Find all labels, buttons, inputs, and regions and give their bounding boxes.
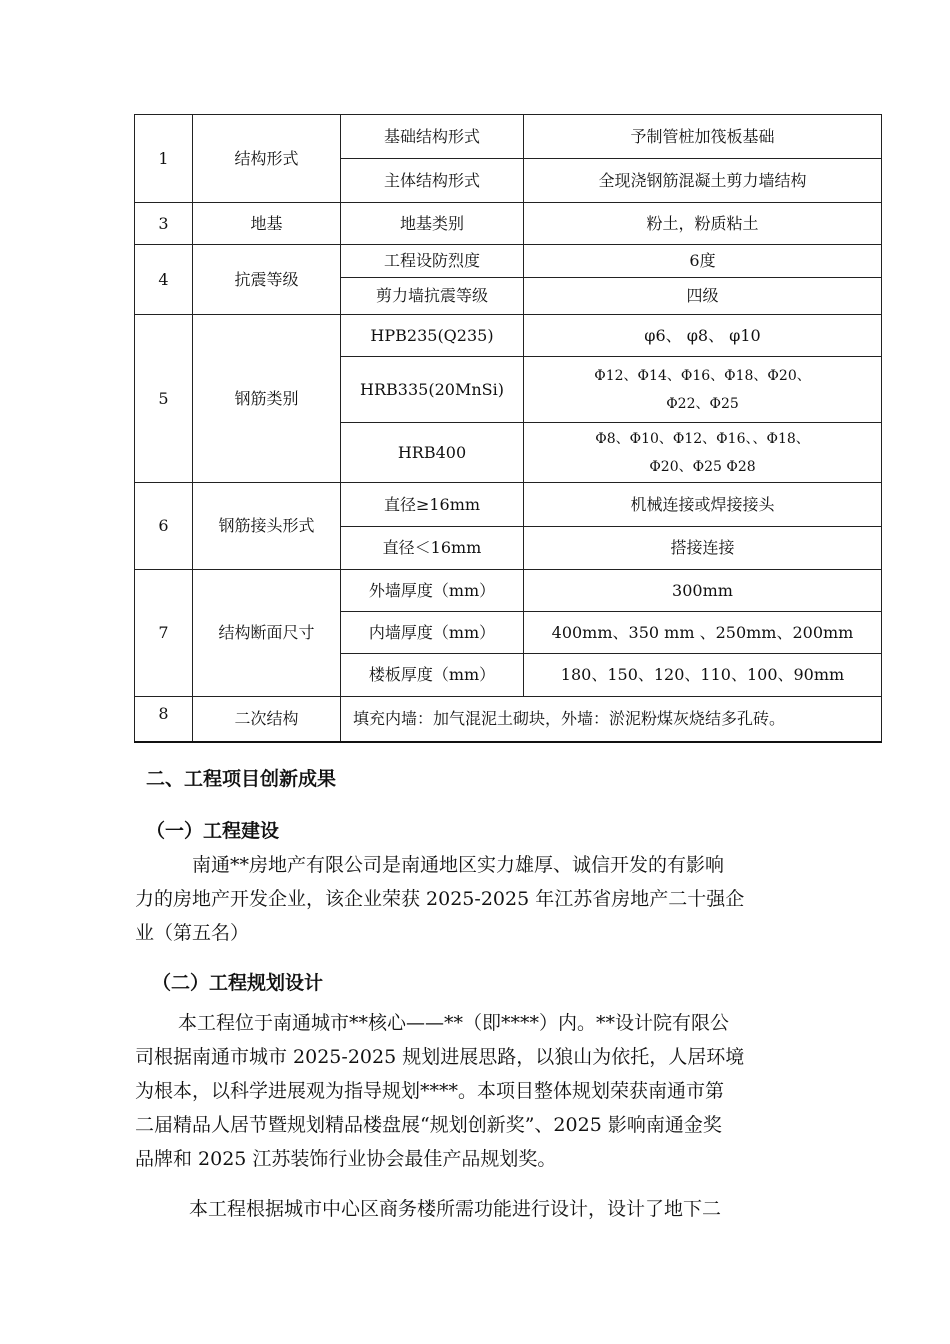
- row-value: 400mm、350 mm 、250mm、200mm: [524, 612, 882, 654]
- paragraph-line: 二届精品人居节暨规划精品楼盘展“规划创新奖”、2025 影响南通金奖: [135, 1114, 722, 1136]
- row-value: 四级: [524, 278, 882, 315]
- row-value: 6度: [524, 245, 882, 278]
- row-item: 直径＜16mm: [341, 527, 524, 570]
- value-line: Φ22、Φ25: [666, 395, 739, 412]
- table-row: [135, 203, 882, 245]
- row-value: 机械连接或焊接接头: [524, 483, 882, 527]
- row-value: [524, 357, 882, 423]
- row-item: 基础结构形式: [341, 115, 524, 159]
- row-value: 300mm: [524, 570, 882, 612]
- row-value: 搭接连接: [524, 527, 882, 570]
- row-item: 主体结构形式: [341, 159, 524, 203]
- row-item: 楼板厚度（mm）: [341, 654, 524, 697]
- paragraph-line: 业（第五名）: [135, 922, 250, 944]
- row-category: 结构形式: [193, 115, 341, 203]
- paragraph-line: 本工程位于南通城市**核心——**（即****）内。**设计院有限公: [178, 1012, 730, 1034]
- row-category: 二次结构: [193, 697, 341, 742]
- row-item: 直径≥16mm: [341, 483, 524, 527]
- paragraph-line: 司根据南通市城市 2025-2025 规划进展思路，以狼山为依托，人居环境: [135, 1046, 745, 1068]
- row-item: 内墙厚度（mm）: [341, 612, 524, 654]
- section-title: 二、工程项目创新成果: [146, 768, 337, 790]
- row-item: 地基类别: [341, 203, 524, 245]
- subsection-title-planning: （二）工程规划设计: [152, 972, 324, 994]
- subsection-title-construction: （一）工程建设: [146, 820, 280, 842]
- paragraph-line: 本工程根据城市中心区商务楼所需功能进行设计，设计了地下二: [189, 1198, 722, 1220]
- row-number: 3: [135, 203, 193, 245]
- row-value: 粉土，粉质粘土: [524, 203, 882, 245]
- row-category: 钢筋类别: [193, 315, 341, 483]
- row-category: 抗震等级: [193, 245, 341, 315]
- row-value: 180、150、120、110、100、90mm: [524, 654, 882, 697]
- structure-spec-table: [134, 114, 882, 743]
- value-line: Φ8、Φ10、Φ12、Φ16、、Φ18、: [595, 430, 810, 447]
- row-value: φ6、 φ8、 φ10: [524, 315, 882, 357]
- row-value: 全现浇钢筋混凝土剪力墙结构: [524, 159, 882, 203]
- row-value: 填充内墙：加气混泥土砌块，外墙：淤泥粉煤灰烧结多孔砖。: [341, 697, 882, 742]
- table-row: [135, 483, 882, 527]
- table-row: [135, 115, 882, 159]
- row-number: 5: [135, 315, 193, 483]
- table-row: [135, 315, 882, 357]
- row-category: 地基: [193, 203, 341, 245]
- row-item: 工程设防烈度: [341, 245, 524, 278]
- row-item: 剪力墙抗震等级: [341, 278, 524, 315]
- paragraph-line: 为根本，以科学进展观为指导规划****。本项目整体规划荣获南通市第: [135, 1080, 725, 1102]
- row-item: HRB400: [341, 423, 524, 483]
- table-row: [135, 245, 882, 278]
- row-category: 钢筋接头形式: [193, 483, 341, 570]
- paragraph-planning: [135, 1006, 835, 1176]
- row-category: 结构断面尺寸: [193, 570, 341, 697]
- table-row: [135, 570, 882, 612]
- row-item: 外墙厚度（mm）: [341, 570, 524, 612]
- paragraph-construction: [135, 848, 835, 950]
- paragraph-line: 品牌和 2025 江苏装饰行业协会最佳产品规划奖。: [135, 1148, 557, 1170]
- row-item: HPB235(Q235): [341, 315, 524, 357]
- row-value: [524, 423, 882, 483]
- paragraph-design: [135, 1192, 835, 1226]
- row-number: 8: [135, 697, 193, 742]
- row-number: 4: [135, 245, 193, 315]
- value-line: Φ12、Φ14、Φ16、Φ18、Φ20、: [594, 367, 811, 384]
- value-line: Φ20、Φ25 Φ28: [649, 458, 756, 475]
- row-item: HRB335(20MnSi): [341, 357, 524, 423]
- row-number: 7: [135, 570, 193, 697]
- table-row: [135, 697, 882, 742]
- paragraph-line: 力的房地产开发企业，该企业荣获 2025-2025 年江苏省房地产二十强企: [135, 888, 745, 910]
- row-value: 予制管桩加筏板基础: [524, 115, 882, 159]
- row-number: 1: [135, 115, 193, 203]
- row-number: 6: [135, 483, 193, 570]
- paragraph-line: 南通**房地产有限公司是南通地区实力雄厚、诚信开发的有影响: [192, 854, 725, 876]
